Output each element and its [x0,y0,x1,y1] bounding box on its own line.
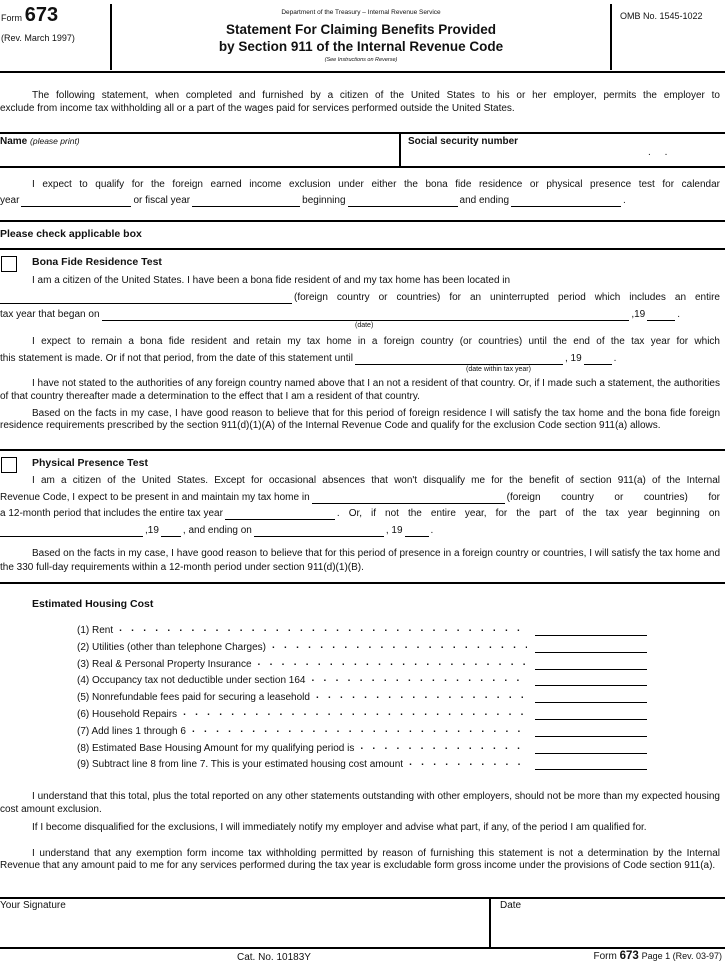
housing-amount-input[interactable] [535,709,647,720]
housing-line-label: (8) Estimated Base Housing Amount for my qualifying period is [77,742,355,754]
bona-fide-line1: I am a citizen of the United States. I have been a bona fide resident of and my tax home has been located in [32,275,511,286]
dot-leader [192,724,527,737]
beginning-label: beginning [302,195,346,206]
housing-amount-input[interactable] [535,642,647,653]
housing-line-label: (2) Utilities (other than telephone Charges) [77,641,266,653]
text: , 19 [564,353,582,364]
date-within-tax-year-input[interactable] [355,354,563,365]
text: ,19 [145,525,159,536]
bona-fide-line3 [0,308,720,321]
intro-line2: exclude from income tax withholding all or a part of the wages paid for services performed outside the United States. [0,103,515,114]
date-within-year-input[interactable] [584,354,612,365]
housing-line-6 [77,707,647,720]
housing-line-8 [77,741,647,754]
beginning-input[interactable] [348,196,458,207]
cat-number: Cat. No. 10183Y [237,952,311,963]
physical-p2: Based on the facts in my case, I have good reason to believe that for this period of presence in a foreign country or countries, I will satisfy the tax home and the 330 full-day requirements within a 12-month period under section 911(d)(1)(B). [0,548,720,573]
dot-leader [119,623,527,636]
period: . [430,525,434,536]
period: . [613,353,617,364]
date-label: Date [500,900,522,911]
part-year-end-year-input[interactable] [405,526,429,537]
text: (foreign country or countries) for an uninterrupted period which includes an entire [294,292,720,303]
period: . [677,309,680,320]
text: tax year that began on [0,309,100,320]
form-header [0,0,725,72]
fiscal-year-label: or fiscal year [133,195,191,206]
part-year-end-input[interactable] [254,526,384,537]
signature-label: Your Signature [0,900,66,911]
housing-line-9 [77,757,647,770]
physical-presence-title: Physical Presence Test [32,457,148,469]
housing-line-label: (3) Real & Personal Property Insurance [77,658,252,670]
part-year-begin-input[interactable] [0,526,143,537]
residence-began-year-input[interactable] [647,310,675,321]
dot-leader [272,640,527,653]
dot-leader [409,757,527,770]
ending-label: and ending [459,195,510,206]
text: (foreign country or countries) for [506,492,720,503]
housing-amount-input[interactable] [535,726,647,737]
housing-line-1 [77,623,647,636]
text: . Or, if not the entire year, for the part of the tax year beginning on [336,508,720,519]
housing-line-2 [77,640,647,653]
bona-fide-p4: Based on the facts in my case, I have good reason to believe that for this period of foreign residence I will satisfy the tax home and the bona fide foreign residence requirements prescribed by the section 911(d)(1)(A) of the Internal Revenue Code and qualify for the exclusion Code section 911(a) allows. [0,408,720,431]
physical-presence-checkbox[interactable] [1,457,17,473]
physical-line2 [0,491,720,504]
housing-line-label: (7) Add lines 1 through 6 [77,725,186,737]
physical-line1: I am a citizen of the United States. Except for occasional absences that won't disqualify me for the benefit of section 911(a) of the Internal [32,475,720,486]
housing-amount-input[interactable] [535,675,647,686]
housing-title: Estimated Housing Cost [32,598,154,610]
closing-p1: I understand that this total, plus the total reported on any other statements outstanding with other employers, should not be more than my expected housing cost amount exclusion. [0,791,720,815]
fiscal-year-input[interactable] [192,196,300,207]
dot-leader [258,657,527,670]
signature-field[interactable] [0,900,488,947]
footer-form-number: 673 [619,950,639,962]
year-label: year [0,195,20,206]
footer-form-label: Form [593,951,617,962]
bona-fide-title: Bona Fide Residence Test [32,256,162,268]
check-heading: Please check applicable box [0,228,142,240]
housing-amount-input[interactable] [535,759,647,770]
bona-fide-checkbox[interactable] [1,256,17,272]
instructions-note: (See Instructions on Reverse) [324,57,398,63]
housing-line-label: (4) Occupancy tax not deductible under section 164 [77,675,306,687]
housing-line-label: (5) Nonrefundable fees paid for securing a leasehold [77,692,310,704]
closing-p3: I understand that any exemption form income tax withholding permitted by reason of furnishing this statement is not a determination by the Internal Revenue that any amount paid to me for any services performed during the tax year is excludable form gross income under the provisions of Code section 911(a). [0,848,720,871]
housing-amount-input[interactable] [535,743,647,754]
qualify-line2 [0,194,720,207]
housing-amount-input[interactable] [535,625,647,636]
housing-amount-input[interactable] [535,692,647,703]
text: this statement is made. Or if not that period, from the date of this statement until [0,353,353,364]
omb-number: OMB No. 1545-1022 [620,11,703,21]
date-field[interactable] [500,900,722,947]
form-id [1,4,58,27]
form-label: Form [1,13,22,23]
housing-line-3 [77,657,647,670]
dot-leader [360,741,527,754]
housing-line-5 [77,690,647,703]
text: a 12-month period that includes the entire tax year [0,508,223,519]
foreign-country-input[interactable] [0,293,292,304]
form-title-line2: by Section 911 of the Internal Revenue Code [218,39,504,54]
housing-amount-input[interactable] [535,659,647,670]
physical-line3 [0,507,720,520]
physical-line4 [0,524,720,537]
ssn-field[interactable] [402,136,722,166]
footer-page: Page 1 (Rev. 03-97) [641,951,722,961]
text: , and ending on [182,525,252,536]
dot-leader [183,707,527,720]
ssn-separators: . . [648,147,668,158]
entire-tax-year-input[interactable] [225,509,335,520]
form-title-line1: Statement For Claiming Benefits Provided [225,22,497,37]
part-year-begin-year-input[interactable] [161,526,181,537]
text: ,19 [631,309,646,320]
name-field[interactable] [0,136,398,166]
intro-line1: The following statement, when completed and furnished by a citizen of the United States to his or her employer, permits the employer to [32,90,720,101]
ending-input[interactable] [511,196,621,207]
text: Revenue Code, I expect to be present in and maintain my tax home in [0,492,310,503]
bona-fide-p2-line2 [0,352,720,365]
name-label: Name [0,136,28,147]
housing-line-4 [77,673,647,686]
bona-fide-p3: I have not stated to the authorities of any foreign country named above that I an not a resident of that country. Or, if I made such a statement, the authorities of that country thereafter made a determination to the effect that I am a resident of that country. [0,378,720,402]
housing-line-label: (1) Rent [77,625,114,636]
bona-fide-p2-line1: I expect to remain a bona fide resident and retain my tax home in a foreign country (or countries) until the end of the tax year for which [32,336,720,347]
ssn-label: Social security number [408,136,519,147]
text: , 19 [385,525,403,536]
revision-date: (Rev. March 1997) [1,33,75,43]
housing-line-7 [77,724,647,737]
housing-line-label: (9) Subtract line 8 from line 7. This is your estimated housing cost amount [77,759,404,771]
bona-fide-line2 [0,291,720,304]
calendar-year-input[interactable] [21,196,131,207]
residence-began-date-input[interactable] [102,310,630,321]
housing-line-label: (6) Household Repairs [77,709,178,720]
physical-country-input[interactable] [312,493,505,504]
date-hint: (date) [355,322,374,329]
qualify-line1: I expect to qualify for the foreign earned income exclusion under either the bona fide residence or physical presence test for calendar [32,179,720,190]
department: Department of the Treasury – Internal Revenue Service [281,9,441,16]
footer-form-id [594,950,722,962]
dot-leader [316,690,527,703]
date-within-hint: (date within tax year) [466,366,531,373]
closing-p2: If I become disqualified for the exclusions, I will immediately notify my employer and advise what part, if any, of the period I am qualified for. [32,822,647,833]
period: . [623,195,626,206]
name-hint: (please print) [30,136,80,146]
dot-leader [311,673,527,686]
form-number: 673 [24,4,59,26]
